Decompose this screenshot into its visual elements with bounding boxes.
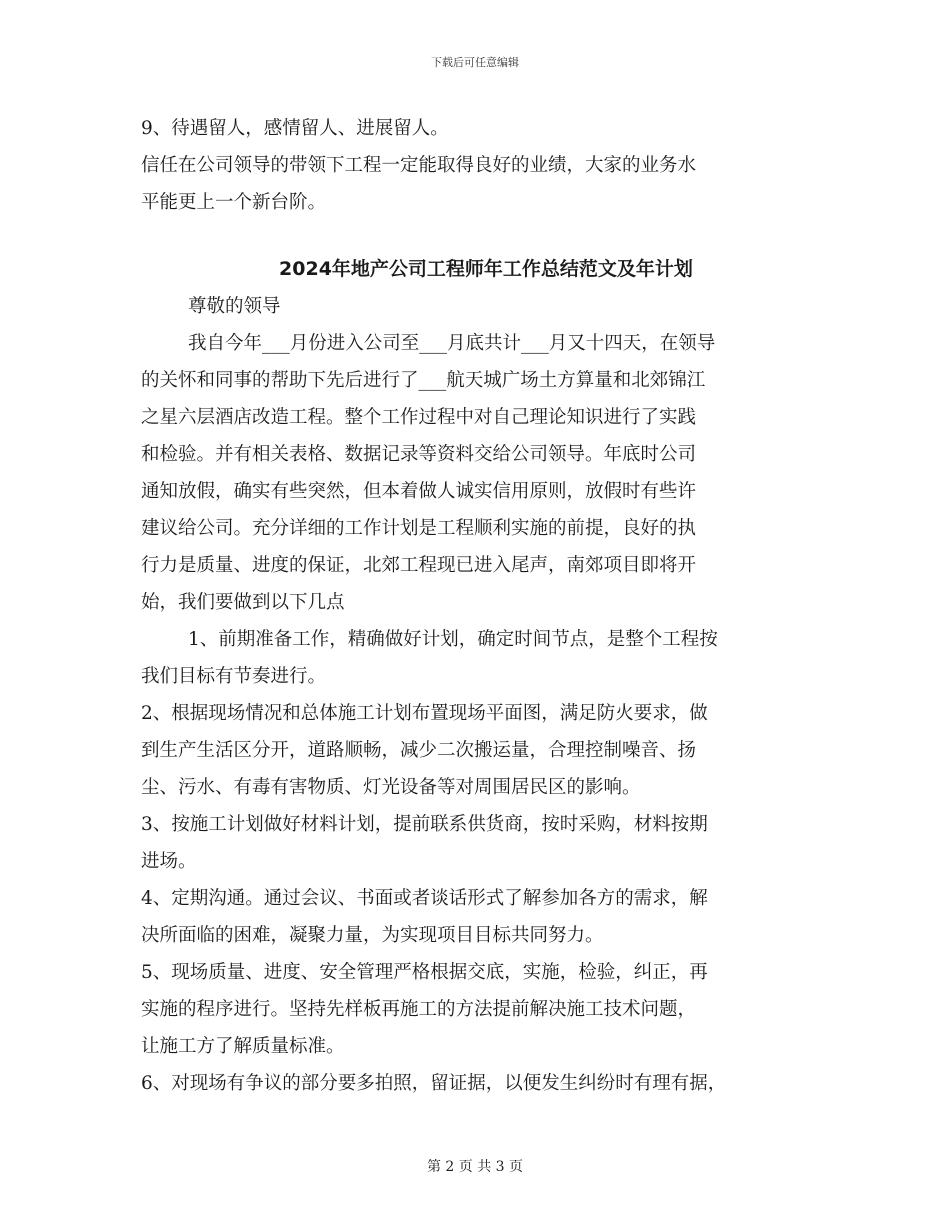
list-item-line: 到生产生活区分开，道路顺畅，减少二次搬运量，合理控制噪音、扬 [141, 740, 697, 761]
list-item-line: 尘、污水、有毒有害物质、灯光设备等对周围居民区的影响。 [141, 777, 641, 798]
list-item-line: 我们目标有节奏进行。 [141, 666, 327, 687]
list-item-line: 4、定期沟通。通过会议、书面或者谈话形式了解参加各方的需求，解 [141, 888, 708, 909]
spacer [141, 221, 821, 251]
paragraph-line: 行力是质量、进度的保证，北郊工程现已进入尾声，南郊项目即将开 [141, 555, 697, 576]
salutation: 尊敬的领导 [188, 296, 281, 317]
paragraph-line: 的关怀和同事的帮助下先后进行了___航天城广场土方算量和北郊锦江 [141, 370, 706, 391]
list-item-line: 进场。 [141, 851, 197, 872]
paragraph-line: 之星六层酒店改造工程。整个工作过程中对自己理论知识进行了实践 [141, 407, 697, 428]
paragraph-line: 和检验。并有相关表格、数据记录等资料交给公司领导。年底时公司 [141, 444, 697, 465]
paragraph-line: 信任在公司领导的带领下工程一定能取得良好的业绩，大家的业务水 [141, 155, 697, 176]
list-item-line: 2、根据现场情况和总体施工计划布置现场平面图，满足防火要求，做 [141, 703, 708, 724]
paragraph-line: 始，我们要做到以下几点 [141, 592, 345, 613]
list-item-line: 1、前期准备工作，精确做好计划，确定时间节点，是整个工程按 [188, 629, 718, 650]
paragraph-line: 我自今年___月份进入公司至___月底共计___月又十四天，在领导 [188, 333, 716, 354]
page-footer: 第 2 页 共 3 页 [426, 1159, 524, 1175]
list-item-line: 实施的程序进行。坚持先样板再施工的方法提前解决施工技术问题， [141, 999, 697, 1020]
list-item-line: 3、按施工计划做好材料计划，提前联系供货商，按时采购，材料按期 [141, 814, 708, 835]
list-item-line: 6、对现场有争议的部分要多拍照，留证据，以便发生纠纷时有理有据， [141, 1073, 727, 1094]
page-header: 下载后可任意编辑 [431, 56, 519, 69]
paragraph-line: 通知放假，确实有些突然，但本着做人诚实信用原则，放假时有些许 [141, 481, 697, 502]
list-item-line: 让施工方了解质量标准。 [141, 1036, 345, 1057]
paragraph-line: 建议给公司。充分详细的工作计划是工程顺利实施的前提，良好的执 [141, 518, 697, 539]
paragraph-line: 9、待遇留人，感情留人、进展留人。 [141, 118, 449, 139]
list-item-line: 决所面临的困难，凝聚力量，为实现项目目标共同努力。 [141, 925, 604, 946]
document-body [141, 110, 821, 1102]
document-title: 2024年地产公司工程师年工作总结范文及年计划 [279, 258, 693, 280]
paragraph-line: 平能更上一个新台阶。 [141, 192, 327, 213]
list-item-line: 5、现场质量、进度、安全管理严格根据交底，实施，检验，纠正，再 [141, 962, 708, 983]
